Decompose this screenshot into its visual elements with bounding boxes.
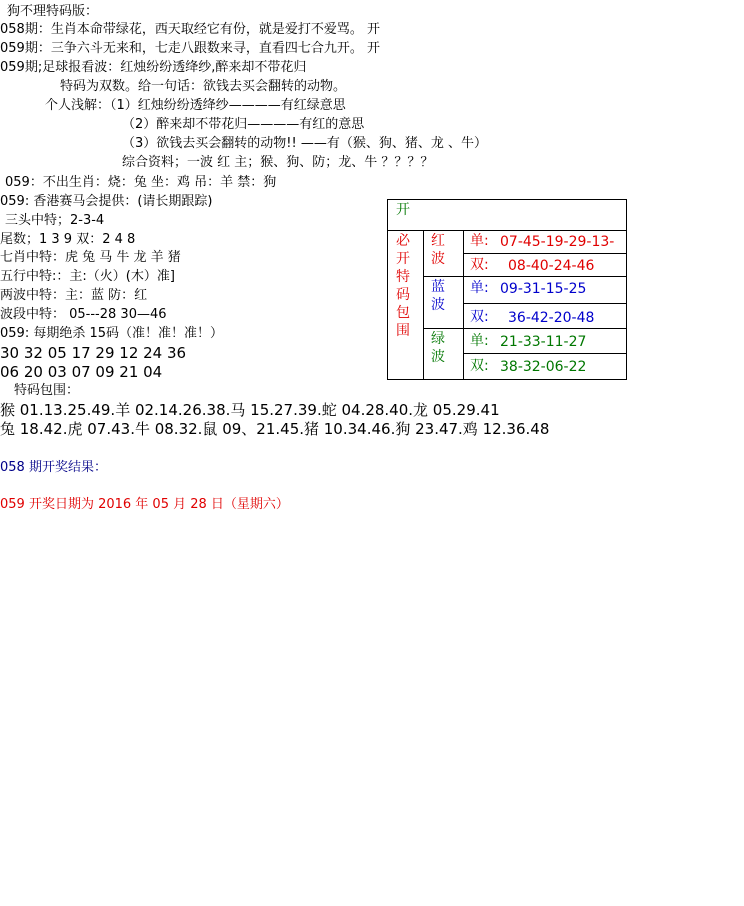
row-label: 双:: [470, 257, 489, 273]
row-label: 单:: [470, 280, 489, 296]
text-line-nums-1: 30 32 05 17 29 12 24 36: [0, 344, 187, 362]
result-line: 058 期开奖结果：: [0, 460, 107, 475]
text-line-jiexi-2: （2）醉来却不带花归————有红的意思: [122, 117, 365, 132]
divider: [463, 353, 626, 354]
text-line-tema: 特码为双数。给一句话：欲钱去买会翻转的动物。: [60, 79, 347, 94]
divider: [423, 230, 424, 380]
page-header: 狗不理特码版：: [7, 4, 99, 19]
text-line-shengxiao: 059：不出生肖：烧：兔 坐：鸡 吊：羊 禁：狗: [5, 175, 277, 190]
draw-date-line: 059 开奖日期为 2016 年 05 月 28 日（星期六）: [0, 497, 289, 512]
text-line-santou: 三头中特；2-3-4: [5, 213, 105, 228]
row-label: 双:: [470, 309, 489, 325]
row-numbers: 09-31-15-25: [500, 281, 587, 297]
text-line-059-b: 059期;足球报看波：红烛纷纷透绛纱,醉来却不带花归: [0, 60, 307, 75]
divider: [463, 253, 626, 254]
zodiac-line-1: 猴 01.13.25.49.羊 02.14.26.38.马 15.27.39.蛇 04.28.40.龙 05.29.41: [0, 401, 500, 419]
side-label: 必开特码包围: [396, 233, 410, 339]
text-line-jiexi-1: 个人浅解：（1）红烛纷纷透绛纱————有红绿意思: [45, 98, 346, 113]
text-line-weishu: 尾数；1 3 9 双：2 4 8: [0, 232, 136, 247]
group-label-green: 绿波: [431, 331, 445, 365]
zodiac-line-2: 兔 18.42.虎 07.43.牛 08.32.鼠 09、21.45.猪 10.34.46.狗 23.47.鸡 12.36.48: [0, 420, 550, 438]
group-label-red: 红波: [431, 233, 445, 267]
text-line-058: 058期：生肖本命带绿花，西天取经它有份，就是爱打不爱骂。 开: [0, 22, 380, 37]
text-line-wuxing: 五行中特:：主:（火）(木）准]: [0, 269, 175, 284]
row-numbers: 36-42-20-48: [508, 310, 595, 326]
text-line-baowei: 特码包围：: [14, 383, 80, 398]
row-label: 双:: [470, 358, 489, 374]
divider: [463, 303, 626, 304]
row-numbers: 08-40-24-46: [508, 258, 595, 274]
group-label-blue: 蓝波: [431, 279, 445, 313]
text-line-nums-2: 06 20 03 07 09 21 04: [0, 363, 163, 381]
text-line-juesha: 059: 每期绝杀 15码（准！准！准！）: [0, 326, 223, 341]
text-line-qixiao: 七肖中特：虎 兔 马 牛 龙 羊 猪: [0, 250, 181, 265]
numbers-box: [387, 199, 627, 380]
divider: [423, 328, 626, 329]
box-header: 开: [396, 202, 410, 218]
text-line-059-a: 059期：三争六斗无来和，七走八跟数来寻，直看四七合九开。 开: [0, 41, 380, 56]
text-line-jiexi-3: （3）欲钱去买会翻转的动物!! ——有（猴、狗、猪、龙 、牛）: [122, 136, 487, 151]
row-numbers: 21-33-11-27: [500, 334, 587, 350]
row-label: 单:: [470, 233, 489, 249]
text-line-hk: 059: 香港赛马会提供：(请长期跟踪): [0, 194, 213, 209]
divider: [423, 276, 626, 277]
row-numbers: 07-45-19-29-13-: [500, 234, 615, 250]
text-line-boduan: 波段中特： 05---28 30—46: [0, 307, 167, 322]
row-numbers: 38-32-06-22: [500, 359, 587, 375]
text-line-zonghe: 综合资料；一波 红 主；猴、狗、防；龙、牛 ？？？？: [122, 155, 434, 170]
row-label: 单:: [470, 333, 489, 349]
text-line-liangbo: 两波中特：主：蓝 防：红: [0, 288, 148, 303]
